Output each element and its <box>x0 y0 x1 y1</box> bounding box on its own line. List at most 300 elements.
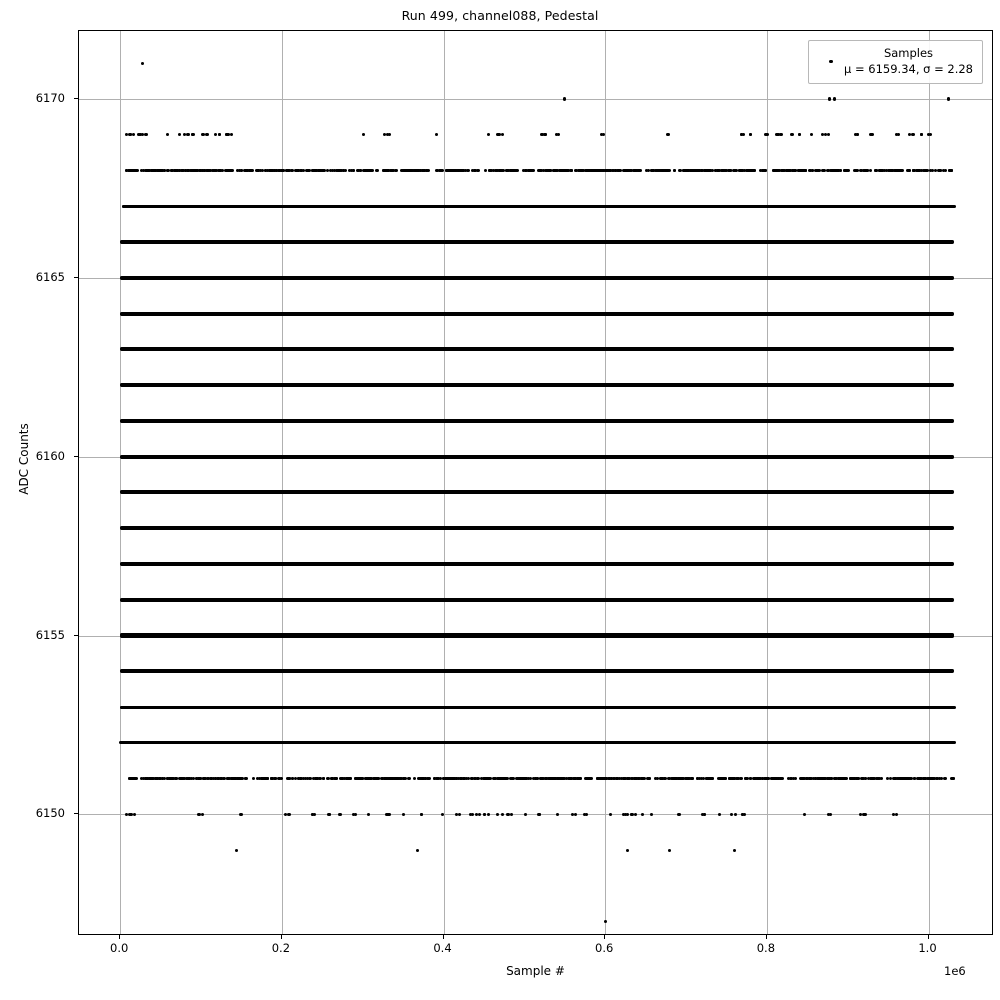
data-point <box>733 849 736 852</box>
data-band <box>120 276 954 280</box>
data-band <box>120 526 954 530</box>
data-point <box>214 777 217 780</box>
data-point <box>691 169 694 172</box>
data-point <box>827 777 830 780</box>
data-point <box>334 706 337 709</box>
data-point <box>515 169 518 172</box>
data-point <box>853 169 856 172</box>
data-point <box>714 169 717 172</box>
data-point <box>537 813 540 816</box>
data-point <box>851 706 854 709</box>
x-tick-label: 0.4 <box>433 941 452 955</box>
plot-area <box>78 30 993 935</box>
data-point <box>417 169 420 172</box>
data-point <box>679 205 682 208</box>
data-point <box>285 706 288 709</box>
data-point <box>356 205 359 208</box>
data-point <box>477 706 480 709</box>
data-point <box>931 706 934 709</box>
data-point <box>374 706 377 709</box>
data-point <box>929 169 932 172</box>
data-point <box>416 849 419 852</box>
data-point <box>923 169 926 172</box>
data-point <box>272 205 275 208</box>
data-point <box>744 706 747 709</box>
data-point <box>545 169 548 172</box>
data-point <box>563 97 566 100</box>
data-point <box>225 706 228 709</box>
y-axis-tick-marks <box>74 30 78 935</box>
data-point <box>487 133 490 136</box>
data-point <box>422 169 425 172</box>
data-point <box>167 169 170 172</box>
data-point <box>526 706 529 709</box>
data-point <box>364 706 367 709</box>
data-point <box>768 205 771 208</box>
data-point <box>787 169 790 172</box>
legend-title: Samples <box>883 46 934 60</box>
data-point <box>268 205 271 208</box>
data-point <box>652 706 655 709</box>
data-point <box>468 706 471 709</box>
data-point <box>790 133 793 136</box>
data-point <box>506 706 509 709</box>
data-point <box>322 777 325 780</box>
data-point <box>895 813 898 816</box>
data-point <box>178 205 181 208</box>
data-point <box>153 169 156 172</box>
data-point <box>471 777 474 780</box>
data-point <box>255 706 258 709</box>
data-point <box>250 205 253 208</box>
data-point <box>594 706 597 709</box>
y-tick-label: 6160 <box>35 448 65 463</box>
data-point <box>713 205 716 208</box>
data-point <box>590 777 593 780</box>
data-point <box>487 813 490 816</box>
data-point <box>496 813 499 816</box>
data-point <box>800 205 803 208</box>
data-point <box>315 706 318 709</box>
data-point <box>575 169 578 172</box>
data-point <box>125 813 128 816</box>
y-tick-label: 6150 <box>35 806 65 821</box>
x-axis-tick-labels <box>78 941 993 959</box>
data-point <box>512 706 515 709</box>
data-point <box>290 205 293 208</box>
x-axis-label: Sample # <box>506 964 565 978</box>
gridline-vertical <box>282 31 283 934</box>
data-point <box>792 169 795 172</box>
data-point <box>529 205 532 208</box>
gridline-vertical <box>929 31 930 934</box>
data-point <box>483 813 486 816</box>
data-point <box>628 777 631 780</box>
data-point <box>429 706 432 709</box>
data-point <box>191 133 194 136</box>
x-axis-tick-marks <box>78 935 993 939</box>
data-point <box>156 169 159 172</box>
data-point <box>378 205 381 208</box>
data-point <box>419 706 422 709</box>
data-point <box>229 706 232 709</box>
data-point <box>870 133 873 136</box>
data-point <box>139 706 142 709</box>
data-point <box>141 62 144 65</box>
data-point <box>183 706 186 709</box>
data-point <box>291 169 294 172</box>
data-point <box>231 205 234 208</box>
data-point <box>920 133 923 136</box>
data-point <box>496 133 499 136</box>
data-point <box>597 205 600 208</box>
x-tick-mark <box>766 935 767 939</box>
gridline-horizontal <box>79 814 992 815</box>
data-point <box>435 133 438 136</box>
data-point <box>238 777 241 780</box>
data-point <box>680 777 683 780</box>
data-point <box>471 813 474 816</box>
data-point <box>876 706 879 709</box>
data-point <box>352 169 355 172</box>
data-point <box>693 706 696 709</box>
data-point <box>718 706 721 709</box>
data-point <box>917 169 920 172</box>
data-point <box>398 205 401 208</box>
data-point <box>252 777 255 780</box>
data-point <box>706 706 709 709</box>
data-point <box>817 205 820 208</box>
data-point <box>460 205 463 208</box>
data-point <box>780 133 783 136</box>
legend-marker-point-icon <box>818 60 844 64</box>
data-point <box>383 133 386 136</box>
data-point <box>945 205 948 208</box>
data-point <box>349 205 352 208</box>
data-point <box>908 169 911 172</box>
data-point <box>440 706 443 709</box>
y-tick-mark <box>74 635 78 636</box>
data-point <box>207 706 210 709</box>
data-point <box>402 813 405 816</box>
x-tick-label: 0.6 <box>595 941 614 955</box>
data-point <box>648 777 651 780</box>
data-point <box>811 205 814 208</box>
data-band <box>120 383 954 387</box>
data-point <box>810 133 813 136</box>
data-point <box>589 205 592 208</box>
data-band <box>120 455 954 459</box>
y-tick-mark <box>74 813 78 814</box>
legend-entry <box>818 46 973 77</box>
gridline-vertical <box>605 31 606 934</box>
data-point <box>161 777 164 780</box>
data-point <box>822 706 825 709</box>
data-point <box>230 133 233 136</box>
data-point <box>537 205 540 208</box>
y-tick-label: 6170 <box>35 91 65 105</box>
data-point <box>235 849 238 852</box>
data-point <box>822 169 825 172</box>
data-point <box>888 169 891 172</box>
data-point <box>222 777 225 780</box>
data-point <box>650 813 653 816</box>
data-point <box>424 205 427 208</box>
data-point <box>262 706 265 709</box>
data-point <box>305 706 308 709</box>
data-point <box>953 205 956 208</box>
data-point <box>260 777 263 780</box>
data-point <box>585 813 588 816</box>
x-tick-mark <box>604 935 605 939</box>
data-point <box>763 169 766 172</box>
data-point <box>181 169 184 172</box>
data-point <box>137 205 140 208</box>
data-point <box>132 133 135 136</box>
data-point <box>151 706 154 709</box>
data-point <box>775 169 778 172</box>
x-tick-mark <box>119 935 120 939</box>
data-point <box>288 169 291 172</box>
data-point <box>133 205 136 208</box>
data-point <box>915 205 918 208</box>
data-point <box>226 133 229 136</box>
data-point <box>718 205 721 208</box>
data-point <box>313 205 316 208</box>
data-point <box>781 706 784 709</box>
data-point <box>270 777 273 780</box>
data-point <box>730 813 733 816</box>
data-point <box>641 706 644 709</box>
data-point <box>446 706 449 709</box>
data-point <box>521 205 524 208</box>
data-point <box>614 706 617 709</box>
data-point <box>502 706 505 709</box>
data-point <box>760 706 763 709</box>
data-point <box>943 777 946 780</box>
data-point <box>837 706 840 709</box>
gridline-vertical <box>120 31 121 934</box>
data-point <box>245 205 248 208</box>
data-point <box>498 169 501 172</box>
data-point <box>201 813 204 816</box>
data-point <box>348 777 351 780</box>
data-point <box>405 169 408 172</box>
data-point <box>145 133 148 136</box>
data-point <box>777 205 780 208</box>
data-point <box>839 205 842 208</box>
data-band <box>120 240 954 244</box>
data-point <box>667 133 670 136</box>
data-point <box>930 205 933 208</box>
data-point <box>315 169 318 172</box>
data-point <box>388 133 391 136</box>
data-point <box>311 813 314 816</box>
data-point <box>556 813 559 816</box>
data-point <box>376 777 379 780</box>
data-point <box>888 706 891 709</box>
data-point <box>738 169 741 172</box>
data-point <box>889 205 892 208</box>
data-point <box>703 813 706 816</box>
data-point <box>601 205 604 208</box>
data-point <box>740 133 743 136</box>
data-point <box>329 169 332 172</box>
data-point <box>771 205 774 208</box>
data-point <box>134 169 137 172</box>
data-point <box>808 706 811 709</box>
data-point <box>846 706 849 709</box>
data-point <box>676 706 679 709</box>
data-point <box>565 205 568 208</box>
data-point <box>865 169 868 172</box>
data-point <box>415 706 418 709</box>
data-point <box>166 133 169 136</box>
data-point <box>803 813 806 816</box>
data-point <box>449 205 452 208</box>
data-point <box>300 205 303 208</box>
data-point <box>249 706 252 709</box>
data-point <box>701 706 704 709</box>
chart-title: Run 499, channel088, Pedestal <box>401 8 599 23</box>
data-point <box>435 205 438 208</box>
data-band <box>120 490 954 494</box>
data-point <box>608 169 611 172</box>
gridline-horizontal <box>79 99 992 100</box>
data-point <box>903 205 906 208</box>
data-point <box>585 706 588 709</box>
x-tick-mark <box>281 935 282 939</box>
y-tick-mark <box>74 456 78 457</box>
data-point <box>622 706 625 709</box>
data-point <box>335 777 338 780</box>
data-point <box>641 813 644 816</box>
data-point <box>234 706 237 709</box>
data-point <box>618 706 621 709</box>
data-point <box>395 169 398 172</box>
y-tick-mark <box>74 98 78 99</box>
data-point <box>451 169 454 172</box>
data-point <box>236 169 239 172</box>
data-point <box>686 706 689 709</box>
chart-legend[interactable] <box>808 40 983 84</box>
data-point <box>913 706 916 709</box>
data-point <box>578 706 581 709</box>
data-point <box>248 169 251 172</box>
data-point <box>895 133 898 136</box>
y-axis-tick-labels <box>0 30 71 935</box>
data-point <box>240 706 243 709</box>
data-point <box>540 169 543 172</box>
data-point <box>238 205 241 208</box>
data-point <box>168 706 171 709</box>
data-point <box>791 205 794 208</box>
data-point <box>543 133 546 136</box>
data-point <box>266 777 269 780</box>
data-point <box>198 813 201 816</box>
data-point <box>913 777 916 780</box>
x-axis-offset-label: 1e6 <box>944 964 966 978</box>
data-point <box>339 813 342 816</box>
data-point <box>221 706 224 709</box>
data-point <box>461 706 464 709</box>
data-point <box>513 205 516 208</box>
data-point <box>228 169 231 172</box>
data-point <box>132 706 135 709</box>
data-point <box>439 777 442 780</box>
data-point <box>471 169 474 172</box>
data-point <box>875 169 878 172</box>
data-point <box>800 706 803 709</box>
data-point <box>937 706 940 709</box>
data-point <box>718 813 721 816</box>
data-point <box>458 813 461 816</box>
data-point <box>549 169 552 172</box>
data-point <box>819 706 822 709</box>
data-point <box>404 205 407 208</box>
data-point <box>413 205 416 208</box>
data-point <box>344 169 347 172</box>
gridline-vertical <box>444 31 445 934</box>
data-point <box>899 169 902 172</box>
legend-stats-label: μ = 6159.34, σ = 2.28 <box>844 61 973 76</box>
data-point <box>518 205 521 208</box>
data-point <box>604 920 607 923</box>
data-point <box>205 133 208 136</box>
data-point <box>671 205 674 208</box>
data-point <box>698 777 701 780</box>
data-band <box>120 347 954 351</box>
data-point <box>193 169 196 172</box>
data-band <box>120 669 954 673</box>
data-point <box>498 706 501 709</box>
data-point <box>211 169 214 172</box>
data-point <box>678 813 681 816</box>
data-point <box>736 777 739 780</box>
data-point <box>413 777 416 780</box>
data-point <box>929 777 932 780</box>
data-point <box>343 706 346 709</box>
data-point <box>833 97 836 100</box>
data-point <box>607 706 610 709</box>
data-point <box>941 706 944 709</box>
data-point <box>899 706 902 709</box>
data-band <box>120 419 954 423</box>
data-point <box>667 205 670 208</box>
data-point <box>588 706 591 709</box>
data-point <box>870 706 873 709</box>
data-point <box>866 706 869 709</box>
x-tick-mark <box>928 935 929 939</box>
data-point <box>174 169 177 172</box>
data-point <box>668 169 671 172</box>
data-point <box>284 205 287 208</box>
data-point <box>186 169 189 172</box>
data-point <box>702 205 705 208</box>
data-point <box>297 169 300 172</box>
data-point <box>492 205 495 208</box>
data-point <box>371 169 374 172</box>
data-point <box>156 205 159 208</box>
data-point <box>921 706 924 709</box>
data-point <box>767 706 770 709</box>
x-tick-label: 1.0 <box>918 941 937 955</box>
y-tick-label: 6165 <box>35 269 65 284</box>
data-point <box>362 133 365 136</box>
data-point <box>389 706 392 709</box>
data-point <box>826 205 829 208</box>
data-point <box>480 205 483 208</box>
